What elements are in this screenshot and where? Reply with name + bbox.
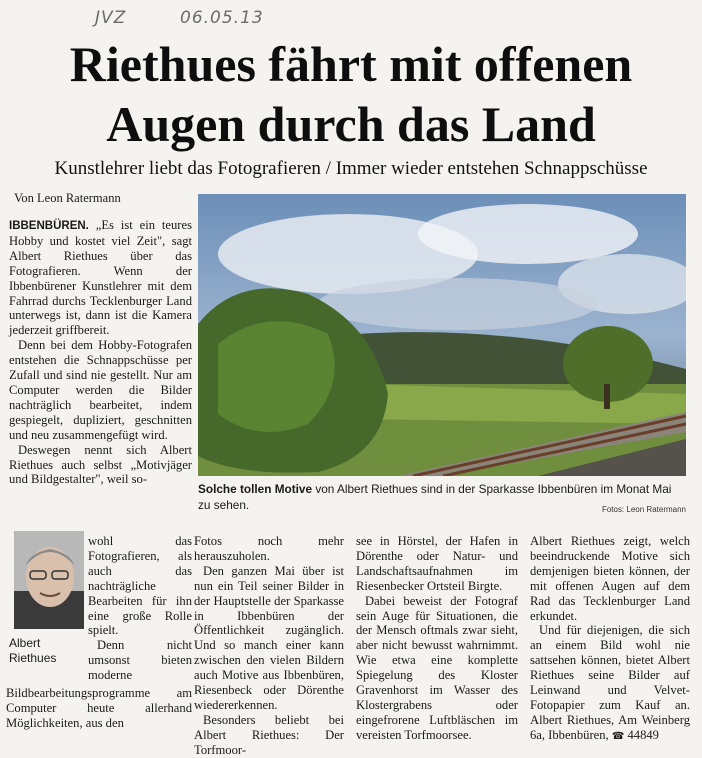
paragraph: Besonders beliebt bei Albert Riethues: Der Torfmoor- (194, 712, 344, 757)
paragraph: Deswegen nennt sich Albert Riethues auch selbst „Motivjäger und Bildgestalter", weil so- (9, 442, 192, 487)
landscape-photo (198, 194, 686, 476)
paragraph-text: Und für diejenigen, die sich an einem Bild wohl nie sattsehen können, bietet Albert Riethues seine Bilder auf Leinwand und Velvet-Fotopapier zum Kauf an. Albert Riethues, Am Weinberg 6a, Ibbenbüren, (530, 623, 690, 742)
caption-bold: Solche tollen Motive (198, 482, 313, 496)
phone-number: 44849 (627, 727, 659, 742)
headline-line-1: Riethues fährt mit offenen (69, 36, 633, 92)
caption-text: von Albert Riethues sind in der Sparkasse Ibbenbüren im Monat Mai zu sehen. (198, 482, 672, 512)
phone-icon: ☎ (611, 730, 625, 742)
date-annotation: 06.05.13 (180, 8, 264, 28)
paragraph: Denn nicht umsonst bieten moderne (88, 638, 192, 683)
paragraph: Den ganzen Mai über ist nun ein Teil seiner Bilder in der Hauptstelle der Sparkasse in Ibbenbüren der Öffentlichkeit zugänglich. Und so manch einer kann zwischen den vielen Bildern auch Motive aus Ibbenbüren, Riesenbeck oder Dörenthe wiedererkennen. (194, 563, 344, 712)
portrait-caption: Albert Riethues (9, 636, 57, 665)
paragraph: Dabei beweist der Fotograf sein Auge für Situationen, die der Mensch oftmals zwar sieht, aber nicht bewusst wahrnimmt. Wie etwa eine komplette Spiegelung des Kloster Gravenhorst im Wasser des Klostergrabens oder eingefrorene Luftbläschen im vereisten Torfmoorsee. (356, 593, 518, 742)
byline: Von Leon Ratermann (14, 191, 121, 205)
paragraph (530, 623, 690, 744)
paragraph: Albert Riethues zeigt, welch beeindruckende Motive sich demjenigen bieten können, der mit offenen Augen auf dem Rad das Tecklenburger Land erkundet. (530, 534, 690, 623)
source-annotation: JVZ (95, 8, 127, 28)
dateline: IBBENBÜREN. (9, 220, 89, 232)
portrait-photo (14, 531, 84, 629)
paragraph-continued: wohl das Fotografieren, als auch das nachträgliche Bearbeiten für ihn eine große Rolle spielt. (88, 534, 192, 638)
subheadline: Kunstlehrer liebt das Fotografieren / Immer wieder entstehen Schnappschüsse (54, 158, 648, 179)
article-column-2 (194, 534, 344, 758)
article-column-1 (9, 218, 192, 487)
article-column-4 (530, 534, 690, 745)
article-column-1-wrap (88, 534, 192, 683)
article-column-3 (356, 534, 518, 743)
article-column-1-tail: Bildbearbeitungsprogramme am Computer heute allerhand Möglichkeiten, aus den (6, 686, 192, 730)
paragraph-text: „Es ist ein teures Hobby und kostet viel Zeit", sagt Albert Riethues über das Fotografieren. Wenn der Ibbenbürener Kunstlehrer mit dem Fahrrad durchs Tecklenburger Land unterwegs ist, dann ist die Kamera jederzeit griffbereit. (9, 218, 192, 338)
paragraph: see in Hörstel, der Hafen in Dörenthe oder Natur- und Landschaftsaufnahmen im Riesenbecker Ortsteil Birgte. (356, 534, 518, 593)
photo-credit: Fotos: Leon Ratermann (601, 505, 686, 514)
paragraph: Fotos noch mehr herauszuholen. (194, 534, 344, 563)
paragraph (9, 218, 192, 338)
paragraph: Denn bei dem Hobby-Fotografen entstehen die Schnappschüsse per Zufall und sind nie gestellt. Nur am Computer werden die Bilder nachträglich bearbeitet, indem gespiegelt, dupliziert, geschnitten und neu zusammengefügt wird. (9, 338, 192, 442)
headline-line-2: Augen durch das Land (106, 96, 596, 152)
